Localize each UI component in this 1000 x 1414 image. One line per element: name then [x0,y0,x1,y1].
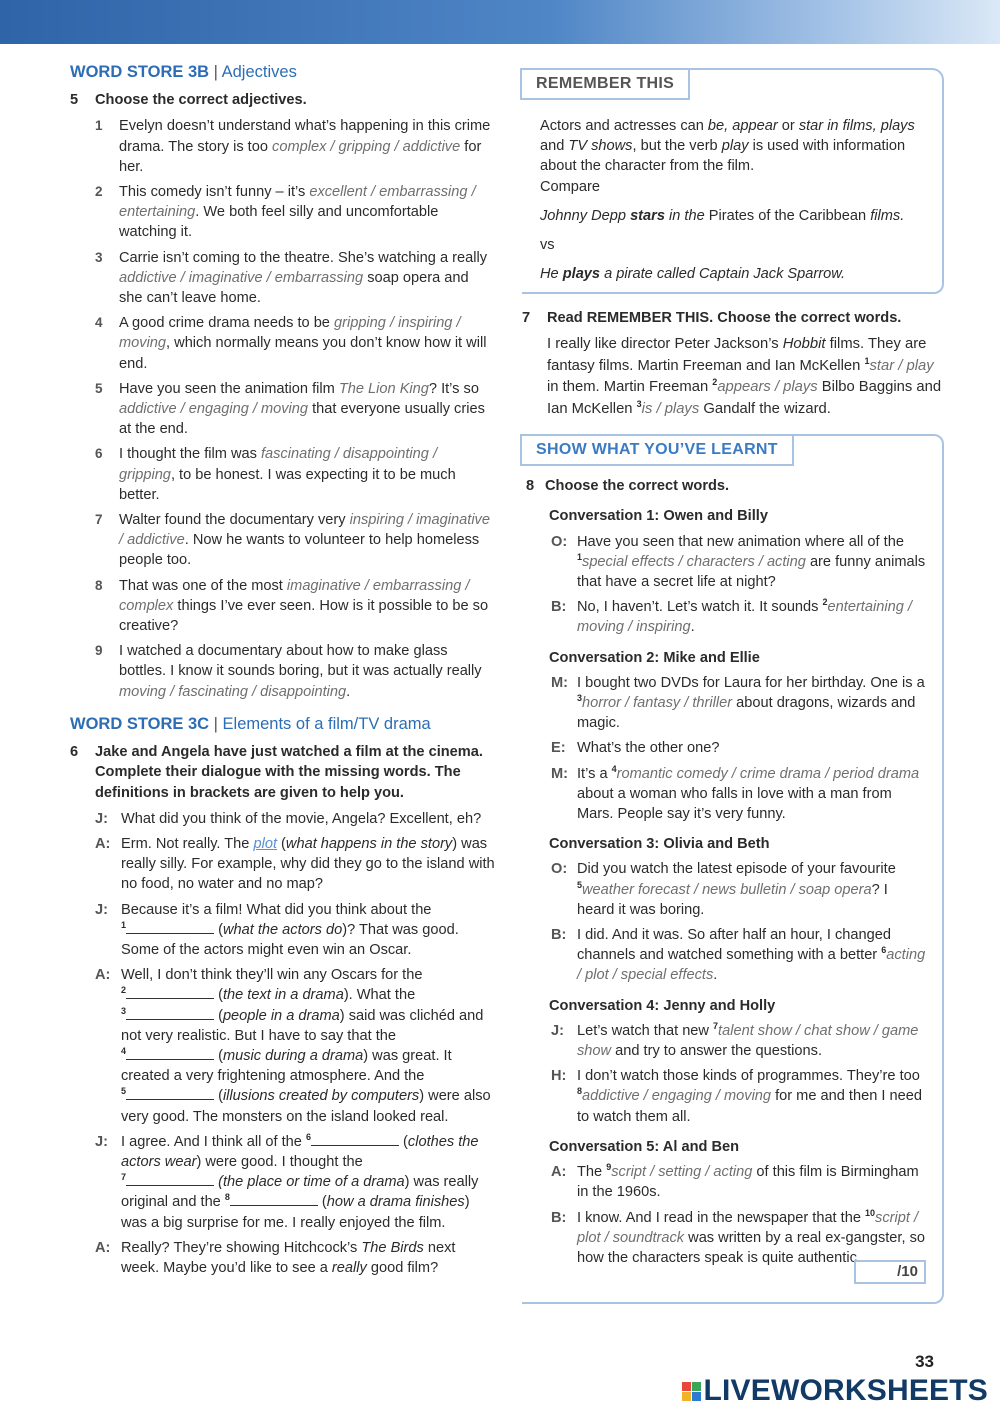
blank-5-input[interactable] [126,1086,214,1100]
list-item: 1 Evelyn doesn’t understand what’s happening in this crime drama. The story is too complex / gripping / addictive for her. [95,118,491,175]
answer-options[interactable]: imaginative / embarrassing / complex [119,577,470,614]
list-item: 2 This comedy isn’t funny – it’s excellent / embarrassing / entertaining. We both feel silly and uncomfortable watching it. [95,184,476,241]
list-item: 3 Carrie isn’t coming to the theatre. She’s watching a really addictive / imaginative / embarrassing soap opera and she can’t leave home. [95,249,488,307]
answer-options[interactable]: addictive / imaginative / embarrassing [119,269,364,286]
remember-example-2: He plays a pirate called Captain Jack Sparrow. [540,266,846,283]
task-7 [522,308,944,420]
remember-this-tab: REMEMBER THIS [520,68,690,100]
dialogue-line: A: Really? They’re showing Hitchcock’s The Birds next week. Maybe you’d like to see a really good film? [95,1239,456,1276]
remember-vs: vs [540,237,555,254]
answer-options[interactable]: star / play [869,357,934,374]
conversation-2-title: Conversation 2: Mike and Ellie [549,649,760,666]
dialogue-line: J: I agree. And I think all of the $^6$ (clothes the actors wear) were good. I thought the $^7$ (the place or time of a drama) was really original and the $^8$ (how a drama finishes) was a big surprise for me. I really enjoyed the film. [95,1131,479,1231]
dialogue-line: A: Well, I don’t think they’ll win any Oscars for the $^2$ (the text in a drama). What the $^3$ (people in a drama) said was clichéd and not very realistic. But I have to say that the $^4$ (music during a drama) was great. It created a very frightening atmosphere. And the $^5$ (illusions created by computers) were also very good. The monsters on the island looked real. [95,967,491,1125]
task-6-title: 6 Jake and Angela have just watched a film at the cinema. Complete their dialogue with the missing words. The definitions in brackets are given to help you. [70,744,483,801]
word-store-3c-header: WORD STORE 3C | Elements of a film/TV drama [70,714,431,733]
answer-options[interactable]: horror / fantasy / thriller [582,695,733,712]
answer-options[interactable]: talent show / chat show / game show [577,1022,919,1060]
answer-options[interactable]: gripping / inspiring / moving [119,315,461,352]
answer-options[interactable]: complex / gripping / addictive [272,138,461,155]
answer-options[interactable]: addictive / engaging / moving [119,401,309,418]
blank-6-input[interactable] [311,1132,399,1146]
score-box: /10 [854,1260,926,1284]
remember-example-1: Johnny Depp stars in the Pirates of the Caribbean films. [540,207,905,224]
blank-4-input[interactable] [126,1046,214,1060]
conversation-1-title: Conversation 1: Owen and Billy [549,508,768,525]
task-7-title: 7 Read REMEMBER THIS. Choose the correct words. [522,310,902,326]
dialogue-line: J: Because it’s a film! What did you think about the $^1$ (what the actors do)? That was good. Some of the actors might even win an Oscar. [95,901,459,958]
list-item: 7 Walter found the documentary very inspiring / imaginative / addictive. Now he wants to volunteer to help homeless people too. [95,512,490,569]
dialogue-line: B: I know. And I read in the newspaper that the $^{10}$script / plot / soundtrack was written by a real ex-gangster, so how the characters speak is quite authentic. [551,1207,926,1266]
answer-options[interactable]: inspiring / imaginative / addictive [119,512,490,549]
list-item: 5 Have you seen the animation film The Lion King? It’s so addictive / engaging / moving that everyone usually cries at the end. [95,380,485,438]
answer-options[interactable]: script / setting / acting [611,1164,753,1181]
answer-options[interactable]: weather forecast / news bulletin / soap opera [582,881,872,898]
answer-options[interactable]: fascinating / disappointing / gripping [119,446,438,483]
blank-7-input[interactable] [126,1172,214,1186]
brand-name: LIVEWORKSHEETS [703,1374,988,1407]
answer-options[interactable]: script / plot / soundtrack [577,1209,919,1246]
dialogue-line: B: I did. And it was. So after half an hour, I changed channels and watched something with a better $^6$acting / plot / special effects. [551,927,926,984]
task-8-title: 8 Choose the correct words. [526,478,730,495]
dialogue-line: A: Erm. Not really. The plot (what happens in the story) was really silly. For example, why did they go to the island with no food, no water and no map? [95,835,495,893]
answer-options[interactable]: excellent / embarrassing / entertaining [119,184,476,221]
answer-options[interactable]: appears / plays [717,379,818,396]
conversation-5-title: Conversation 5: Al and Ben [549,1138,740,1155]
dialogue-line: A: The $^9$script / setting / acting of this film is Birmingham in the 1960s. [551,1162,919,1201]
answer-options[interactable]: special effects / characters / acting [582,553,806,570]
logo-grid-icon [682,1382,701,1401]
dialogue-line: O: Have you seen that new animation where all of the $^1$special effects / characters / acting are funny animals that have a secret life at night? [551,533,926,591]
liveworksheets-logo [682,1374,989,1408]
dialogue-line: J: What did you think of the movie, Angela? Excellent, eh? [95,810,482,827]
dialogue-line: O: Did you watch the latest episode of your favourite $^5$weather forecast / news bulletin / soap opera? I heard it was boring. [551,861,896,918]
task-7-text: I really like director Peter Jackson’s Hobbit films. They are fantasy films. Martin Freeman and Ian McKellen $^1$star / play in them. Martin Freeman $^2$appears / plays Bilbo Baggins and Ian McKellen $^3$is / plays Gandalf the wizard. [547,336,942,417]
word-store-3b-header: WORD STORE 3B | Adjectives [70,63,297,81]
dialogue-line: E: What’s the other one? [551,740,720,757]
show-what-youve-learnt-tab: SHOW WHAT YOU’VE LEARNT [520,434,794,466]
answer-options[interactable]: romantic comedy / crime drama / period drama [616,765,920,782]
dialogue-line: J: Let’s watch that new $^7$talent show / chat show / game show and try to answer the questions. [551,1021,919,1060]
right-column [522,68,944,1304]
blank-2-input[interactable] [126,985,214,999]
answer-options[interactable]: addictive / engaging / moving [582,1088,772,1105]
list-item: 6 I thought the film was fascinating / disappointing / gripping, to be honest. I was expecting it to be much better. [95,446,456,503]
dialogue-line: H: I don’t watch those kinds of programmes. They’re too $^8$addictive / engaging / moving for me and then I need to watch them all. [551,1068,922,1125]
show-what-youve-learnt-box [522,434,944,1304]
page-number: 33 [915,1352,934,1371]
blank-3-input[interactable] [126,1006,214,1020]
list-item: 8 That was one of the most imaginative / embarrassing / complex things I’ve ever seen. How is it possible to be so creative? [95,577,489,635]
answer-options[interactable]: moving / fascinating / disappointing [119,683,347,700]
answer-options[interactable]: is / plays [641,400,700,417]
dialogue-line: B: No, I haven’t. Let’s watch it. It sounds $^2$entertaining / moving / inspiring. [551,597,912,636]
list-item: 9 I watched a documentary about how to make glass bottles. I know it sounds boring, but it was actually really moving / fascinating / disappointing. [95,643,482,700]
answer-options[interactable]: acting / plot / special effects [577,947,926,984]
task-5-items [70,116,495,701]
top-banner [0,0,1000,44]
remember-this-box [522,68,944,294]
blank-8-input[interactable] [230,1192,318,1206]
example-answer: plot [253,835,277,852]
dialogue-line: M: It’s a $^4$romantic comedy / crime drama / period drama about a woman who falls in love with a man from Mars. People say it’s very funny. [551,763,920,823]
list-item: 4 A good crime drama needs to be gripping / inspiring / moving, which normally means you don’t know how it will end. [95,315,487,372]
remember-rule: Actors and actresses can be, appear or star in films, plays and TV shows, but the verb play is used with information about the character from the film. Compare [540,118,915,195]
task-5-title: 5 Choose the correct adjectives. [70,92,307,109]
conversation-4-title: Conversation 4: Jenny and Holly [549,997,776,1014]
blank-1-input[interactable] [126,920,214,934]
dialogue-line: M: I bought two DVDs for Laura for her birthday. One is a $^3$horror / fantasy / thriller about dragons, wizards and magic. [551,674,925,732]
left-column [70,62,495,1283]
conversation-3-title: Conversation 3: Olivia and Beth [549,836,770,853]
answer-options[interactable]: entertaining / moving / inspiring [577,599,912,636]
